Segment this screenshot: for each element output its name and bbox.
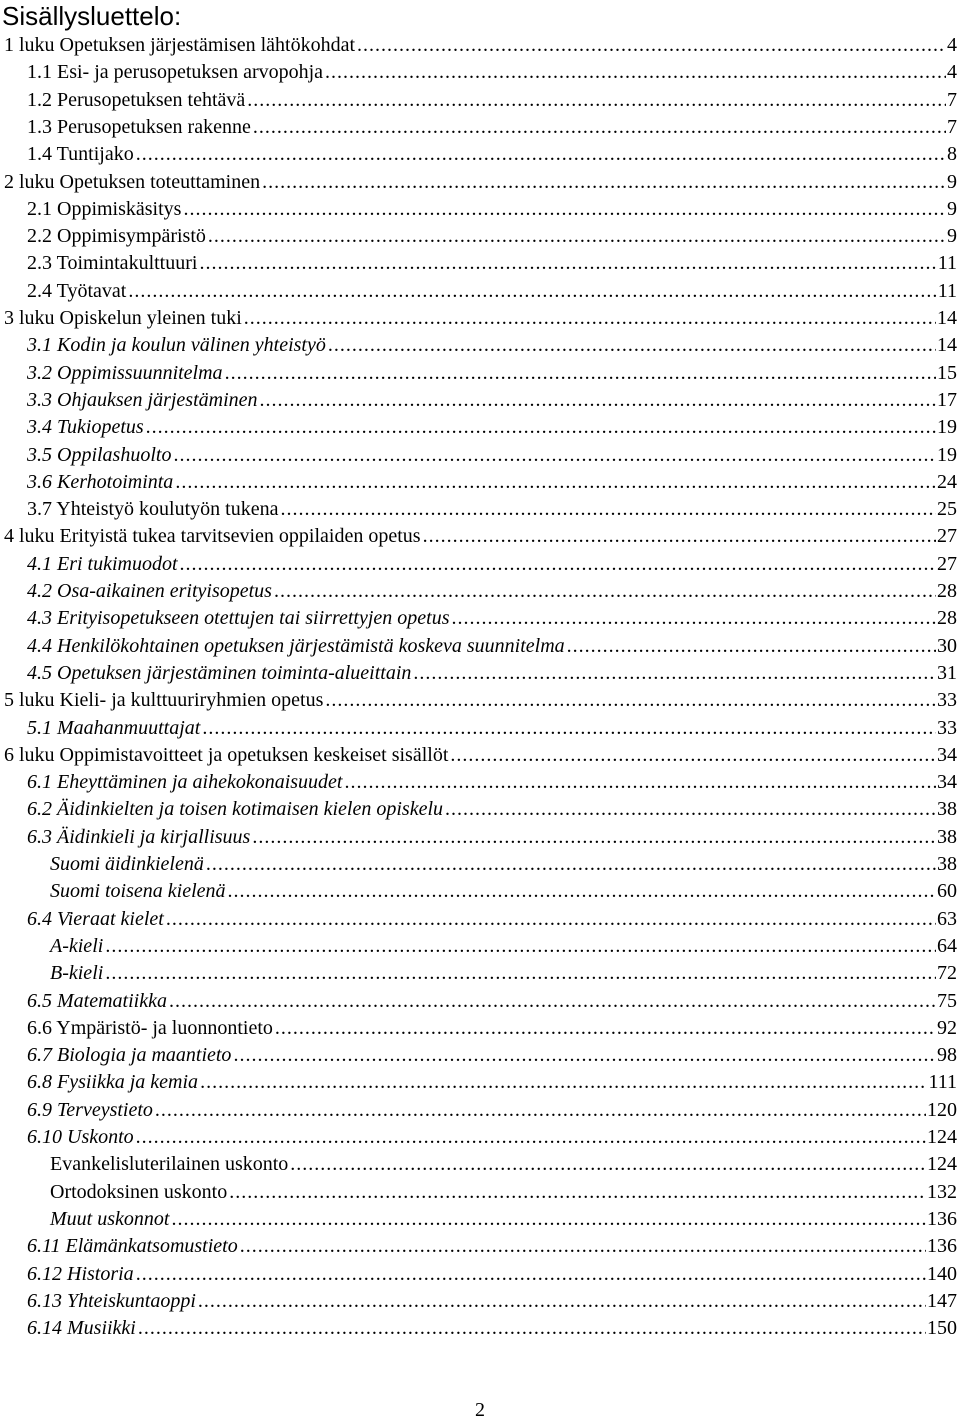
toc-entry[interactable] bbox=[50, 1179, 957, 1206]
toc-leader-dots bbox=[146, 414, 936, 441]
toc-leader-dots bbox=[229, 1179, 926, 1206]
toc-leader-dots bbox=[260, 387, 936, 414]
toc-entry[interactable] bbox=[27, 1315, 957, 1342]
toc-entry-title: 1 luku Opetuksen järjestämisen lähtökohdat bbox=[4, 34, 356, 56]
toc-entry[interactable] bbox=[27, 988, 957, 1015]
toc-entry-page: 34 bbox=[937, 744, 957, 766]
toc-entry-title: 6 luku Oppimistavoitteet ja opetuksen keskeiset sisällöt bbox=[4, 744, 449, 766]
toc-entry-page: 111 bbox=[928, 1071, 957, 1093]
toc-entry-page: 25 bbox=[937, 498, 957, 520]
toc-entry-page: 8 bbox=[947, 143, 957, 165]
toc-entry[interactable] bbox=[4, 687, 957, 714]
toc-entry[interactable] bbox=[27, 605, 957, 632]
toc-entry[interactable] bbox=[27, 141, 957, 168]
toc-leader-dots bbox=[136, 1124, 926, 1151]
toc-entry[interactable] bbox=[27, 223, 957, 250]
toc-entry[interactable] bbox=[27, 1015, 957, 1042]
toc-entry-page: 28 bbox=[937, 580, 957, 602]
toc-entry-title: 2.2 Oppimisympäristö bbox=[27, 225, 206, 247]
toc-entry[interactable] bbox=[27, 87, 957, 114]
toc-entry[interactable] bbox=[27, 442, 957, 469]
toc-entry-title: B-kieli bbox=[50, 962, 104, 984]
toc-leader-dots bbox=[280, 496, 936, 523]
toc-entry[interactable] bbox=[27, 496, 957, 523]
toc-entry-title: 6.1 Eheyttäminen ja aihekokonaisuudet bbox=[27, 771, 343, 793]
toc-entry-page: 33 bbox=[937, 717, 957, 739]
toc-entry[interactable] bbox=[27, 387, 957, 414]
toc-entry-page: 24 bbox=[937, 471, 957, 493]
toc-leader-dots bbox=[423, 523, 936, 550]
toc-entry-title: A-kieli bbox=[50, 935, 104, 957]
toc-entry[interactable] bbox=[27, 551, 957, 578]
toc-entry[interactable] bbox=[27, 1261, 957, 1288]
toc-leader-dots bbox=[357, 32, 946, 59]
toc-entry[interactable] bbox=[27, 278, 957, 305]
toc-entry-title: 2.1 Oppimiskäsitys bbox=[27, 198, 182, 220]
page-number: 2 bbox=[475, 1399, 485, 1421]
toc-leader-dots bbox=[202, 715, 936, 742]
toc-entry-title: 4.2 Osa-aikainen erityisopetus bbox=[27, 580, 272, 602]
toc-leader-dots bbox=[274, 578, 936, 605]
toc-entry-title: 6.2 Äidinkielten ja toisen kotimaisen kielen opiskelu bbox=[27, 798, 444, 820]
toc-leader-dots bbox=[175, 469, 936, 496]
toc-entry-page: 14 bbox=[937, 334, 957, 356]
toc-entry-title: 4.3 Erityisopetukseen otettujen tai siirrettyjen opetus bbox=[27, 607, 450, 629]
toc-entry[interactable] bbox=[27, 796, 957, 823]
page-title: Sisällysluettelo: bbox=[2, 1, 182, 31]
toc-entry-title: 3.2 Oppimissuunnitelma bbox=[27, 362, 223, 384]
toc-entry[interactable] bbox=[27, 360, 957, 387]
toc-entry-title: 3.6 Kerhotoiminta bbox=[27, 471, 174, 493]
toc-entry[interactable] bbox=[27, 1042, 957, 1069]
toc-entry-page: 34 bbox=[937, 771, 957, 793]
toc-entry-page: 19 bbox=[937, 444, 957, 466]
toc-leader-dots bbox=[105, 933, 936, 960]
toc-entry-title: 6.13 Yhteiskuntaoppi bbox=[27, 1290, 196, 1312]
toc-entry-page: 14 bbox=[937, 307, 957, 329]
toc-entry-page: 4 bbox=[947, 34, 957, 56]
toc-entry-title: 3.5 Oppilashuolto bbox=[27, 444, 172, 466]
toc-entry[interactable] bbox=[4, 169, 957, 196]
toc-entry-page: 15 bbox=[937, 362, 957, 384]
toc-entry-title: 3.3 Ohjauksen järjestäminen bbox=[27, 389, 258, 411]
toc-entry-title: 4.4 Henkilökohtainen opetuksen järjestämistä koskeva suunnitelma bbox=[27, 635, 565, 657]
toc-leader-dots bbox=[206, 851, 936, 878]
toc-entry[interactable] bbox=[27, 114, 957, 141]
toc-entry-page: 132 bbox=[927, 1181, 957, 1203]
toc-entry-page: 140 bbox=[927, 1263, 957, 1285]
toc-leader-dots bbox=[252, 824, 936, 851]
toc-entry-page: 38 bbox=[937, 826, 957, 848]
toc-entry-page: 98 bbox=[937, 1044, 957, 1066]
toc-leader-dots bbox=[228, 878, 936, 905]
toc-leader-dots bbox=[290, 1151, 926, 1178]
toc-entry-title: 2 luku Opetuksen toteuttaminen bbox=[4, 171, 261, 193]
toc-entry-title: 3 luku Opiskelun yleinen tuki bbox=[4, 307, 242, 329]
toc-entry-page: 60 bbox=[937, 880, 957, 902]
toc-entry-title: Suomi toisena kielenä bbox=[50, 880, 226, 902]
toc-entry[interactable] bbox=[27, 660, 957, 687]
toc-entry-page: 124 bbox=[927, 1153, 957, 1175]
toc-leader-dots bbox=[198, 1288, 926, 1315]
toc-leader-dots bbox=[199, 250, 936, 277]
toc-entry[interactable] bbox=[27, 469, 957, 496]
toc-entry[interactable] bbox=[50, 878, 957, 905]
toc-leader-dots bbox=[105, 960, 936, 987]
toc-entry-title: 2.3 Toimintakulttuuri bbox=[27, 252, 198, 274]
toc-leader-dots bbox=[244, 305, 936, 332]
toc-entry[interactable] bbox=[27, 1233, 957, 1260]
toc-leader-dots bbox=[240, 1233, 926, 1260]
toc-entry-page: 17 bbox=[937, 389, 957, 411]
toc-entry-title: 1.2 Perusopetuksen tehtävä bbox=[27, 89, 246, 111]
toc-entry[interactable] bbox=[50, 1206, 957, 1233]
toc-leader-dots bbox=[452, 605, 936, 632]
toc-entry-page: 38 bbox=[937, 798, 957, 820]
toc-entry[interactable] bbox=[27, 414, 957, 441]
toc-entry[interactable] bbox=[27, 1288, 957, 1315]
toc-entry-title: 6.3 Äidinkieli ja kirjallisuus bbox=[27, 826, 251, 848]
toc-leader-dots bbox=[325, 687, 936, 714]
toc-entry-page: 31 bbox=[937, 662, 957, 684]
toc-entry-page: 11 bbox=[937, 252, 957, 274]
toc-entry[interactable] bbox=[27, 1069, 957, 1096]
toc-entry[interactable] bbox=[27, 824, 957, 851]
toc-entry-page: 7 bbox=[947, 116, 957, 138]
toc-leader-dots bbox=[136, 141, 946, 168]
toc-leader-dots bbox=[208, 223, 946, 250]
toc-leader-dots bbox=[328, 332, 936, 359]
toc-entry-title: 6.7 Biologia ja maantieto bbox=[27, 1044, 232, 1066]
toc-entry-title: 4.1 Eri tukimuodot bbox=[27, 553, 178, 575]
toc-leader-dots bbox=[567, 633, 936, 660]
toc-entry-page: 136 bbox=[927, 1208, 957, 1230]
toc-entry-page: 92 bbox=[937, 1017, 957, 1039]
toc-leader-dots bbox=[171, 1206, 926, 1233]
toc-leader-dots bbox=[262, 169, 946, 196]
toc-entry-title: 6.5 Matematiikka bbox=[27, 990, 167, 1012]
toc-entry[interactable] bbox=[27, 633, 957, 660]
toc-entry[interactable] bbox=[4, 32, 957, 59]
toc-entry-title: 6.8 Fysiikka ja kemia bbox=[27, 1071, 199, 1093]
toc-entry-page: 9 bbox=[947, 198, 957, 220]
toc-leader-dots bbox=[136, 1261, 926, 1288]
toc-entry-title: 6.6 Ympäristö- ja luonnontieto bbox=[27, 1017, 273, 1039]
toc-entry-page: 9 bbox=[947, 171, 957, 193]
toc-entry-page: 150 bbox=[927, 1317, 957, 1339]
toc-entry[interactable] bbox=[4, 742, 957, 769]
toc-entry-title: Muut uskonnot bbox=[50, 1208, 170, 1230]
toc-entry-page: 124 bbox=[927, 1126, 957, 1148]
toc-leader-dots bbox=[200, 1069, 927, 1096]
toc-entry-title: 6.10 Uskonto bbox=[27, 1126, 134, 1148]
toc-entry[interactable] bbox=[27, 1097, 957, 1124]
toc-leader-dots bbox=[183, 196, 946, 223]
toc-entry[interactable] bbox=[27, 715, 957, 742]
toc-entry[interactable] bbox=[27, 1124, 957, 1151]
toc-leader-dots bbox=[180, 551, 936, 578]
toc-leader-dots bbox=[225, 360, 936, 387]
toc-entry[interactable] bbox=[27, 196, 957, 223]
toc-entry-title: 1.4 Tuntijako bbox=[27, 143, 134, 165]
toc-entry[interactable] bbox=[27, 250, 957, 277]
toc-entry[interactable] bbox=[27, 332, 957, 359]
toc-entry-page: 4 bbox=[947, 61, 957, 83]
toc-leader-dots bbox=[138, 1315, 926, 1342]
toc-entry-title: 1.3 Perusopetuksen rakenne bbox=[27, 116, 251, 138]
toc-entry-title: 1.1 Esi- ja perusopetuksen arvopohja bbox=[27, 61, 324, 83]
toc-leader-dots bbox=[173, 442, 936, 469]
toc-entry-page: 120 bbox=[927, 1099, 957, 1121]
toc-entry-title: 3.1 Kodin ja koulun välinen yhteistyö bbox=[27, 334, 326, 356]
toc-entry-page: 33 bbox=[937, 689, 957, 711]
toc-leader-dots bbox=[450, 742, 936, 769]
toc-entry-title: 4.5 Opetuksen järjestäminen toiminta-alueittain bbox=[27, 662, 412, 684]
toc-entry-page: 19 bbox=[937, 416, 957, 438]
toc-entry-page: 63 bbox=[937, 908, 957, 930]
toc-entry-title: 6.4 Vieraat kielet bbox=[27, 908, 164, 930]
toc-entry-title: 6.12 Historia bbox=[27, 1263, 134, 1285]
toc-entry[interactable] bbox=[4, 523, 957, 550]
toc-entry[interactable] bbox=[27, 906, 957, 933]
toc-entry-title: 2.4 Työtavat bbox=[27, 280, 127, 302]
toc-leader-dots bbox=[233, 1042, 936, 1069]
toc-entry-title: 5.1 Maahanmuuttajat bbox=[27, 717, 201, 739]
toc-entry-title: 5 luku Kieli- ja kulttuuriryhmien opetus bbox=[4, 689, 324, 711]
toc-entry-page: 11 bbox=[937, 280, 957, 302]
toc-entry[interactable] bbox=[50, 960, 957, 987]
toc-leader-dots bbox=[247, 87, 946, 114]
toc-leader-dots bbox=[344, 769, 936, 796]
toc-leader-dots bbox=[413, 660, 936, 687]
toc-entry-title: 4 luku Erityistä tukea tarvitsevien oppilaiden opetus bbox=[4, 525, 421, 547]
toc-entry-page: 27 bbox=[937, 553, 957, 575]
toc-leader-dots bbox=[253, 114, 946, 141]
toc-entry-title: Suomi äidinkielenä bbox=[50, 853, 204, 875]
toc-entry-title: Ortodoksinen uskonto bbox=[50, 1181, 228, 1203]
toc-entry-page: 9 bbox=[947, 225, 957, 247]
toc-leader-dots bbox=[155, 1097, 926, 1124]
toc-entry[interactable] bbox=[50, 1151, 957, 1178]
toc-entry-title: 6.14 Musiikki bbox=[27, 1317, 136, 1339]
toc-entry-page: 28 bbox=[937, 607, 957, 629]
toc-leader-dots bbox=[128, 278, 936, 305]
toc-entry-page: 7 bbox=[947, 89, 957, 111]
toc-entry-title: 6.9 Terveystieto bbox=[27, 1099, 153, 1121]
toc-entry-title: Evankelisluterilainen uskonto bbox=[50, 1153, 289, 1175]
toc-leader-dots bbox=[445, 796, 936, 823]
toc-entry[interactable] bbox=[50, 851, 957, 878]
toc-leader-dots bbox=[169, 988, 936, 1015]
toc-entry-page: 147 bbox=[927, 1290, 957, 1312]
toc-entry[interactable] bbox=[27, 59, 957, 86]
toc-entry-page: 75 bbox=[937, 990, 957, 1012]
toc-entry-page: 27 bbox=[937, 525, 957, 547]
toc-entry-page: 64 bbox=[937, 935, 957, 957]
toc-entry[interactable] bbox=[27, 769, 957, 796]
toc-entry-title: 6.11 Elämänkatsomustieto bbox=[27, 1235, 238, 1257]
toc-entry[interactable] bbox=[50, 933, 957, 960]
toc-entry-page: 30 bbox=[937, 635, 957, 657]
toc-entry[interactable] bbox=[4, 305, 957, 332]
toc-leader-dots bbox=[325, 59, 946, 86]
toc-entry-title: 3.7 Yhteistyö koulutyön tukena bbox=[27, 498, 279, 520]
toc-entry[interactable] bbox=[27, 578, 957, 605]
toc-entry-page: 136 bbox=[927, 1235, 957, 1257]
toc-leader-dots bbox=[275, 1015, 936, 1042]
toc-entry-page: 38 bbox=[937, 853, 957, 875]
toc-entry-title: 3.4 Tukiopetus bbox=[27, 416, 144, 438]
toc-leader-dots bbox=[166, 906, 936, 933]
toc-entry-page: 72 bbox=[937, 962, 957, 984]
